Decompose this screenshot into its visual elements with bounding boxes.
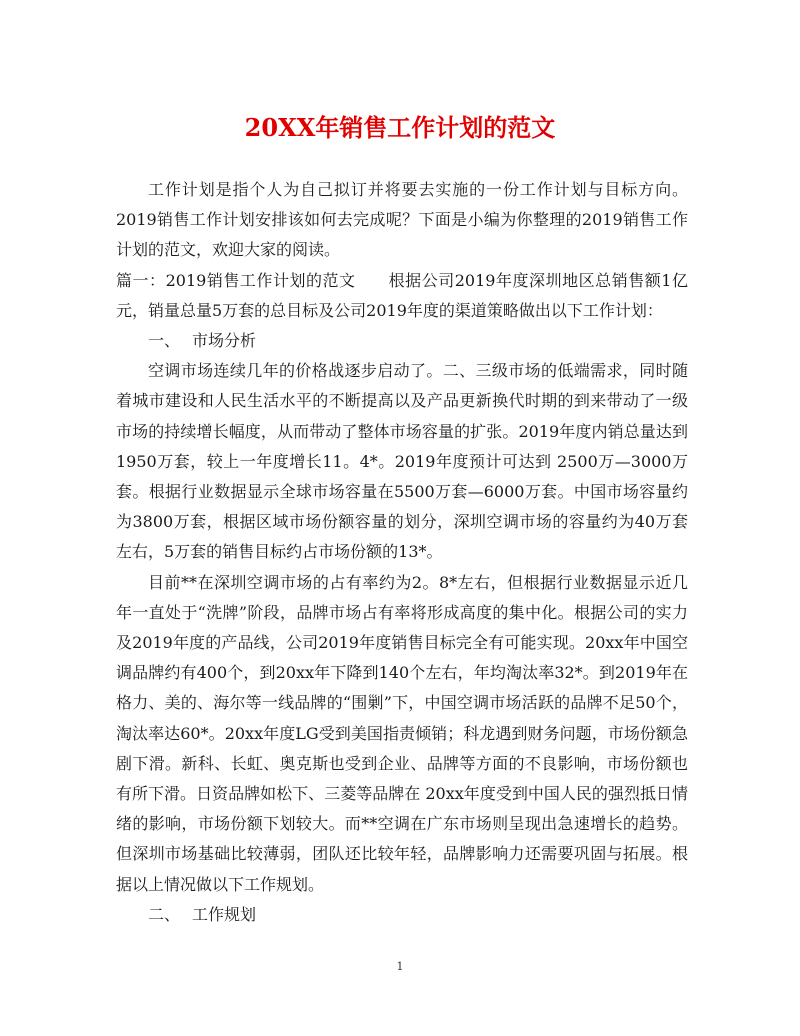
section-heading-market-analysis	[116, 326, 688, 356]
document-title: 20XX年销售工作计划的范文	[244, 113, 556, 142]
article-intro-paragraph: 篇一：2019销售工作计划的范文 根据公司2019年度深圳地区总销售额1亿元，销量总量5万套的总目标及公司2019年度的渠道策略做出以下工作计划：	[116, 270, 688, 320]
page-number: 1	[396, 960, 404, 973]
section-label: 市场分析	[192, 331, 257, 351]
market-paragraph: 空调市场连续几年的价格战逐步启动了。二、三级市场的低端需求，同时随着城市建设和人民生活水平的不断提高以及产品更新换代时期的到来带动了一级市场的持续增长幅度，从而带动了整体市场容量的扩张。2019年度内销总量达到1950万套，较上一年度增长11。4*。2019年度预计可达到 2500万—3000万套。根据行业数据显示全球市场容量在5500万套—6000万套。中国市场容量约为3800万套，根据区域市场份额容量的划分，深圳空调市场的容量约为40万套左右，5万套的销售目标约占市场份额的13*。	[116, 361, 688, 562]
intro-paragraph: 工作计划是指个人为自己拟订并将要去实施的一份工作计划与目标方向。2019销售工作计划安排该如何去完成呢？下面是小编为你整理的2019销售工作计划的范文，欢迎大家的阅读。	[116, 180, 688, 260]
brand-paragraph: 目前**在深圳空调市场的占有率约为2。8*左右，但根据行业数据显示近几年一直处于“洗牌”阶段，品牌市场占有率将形成高度的集中化。根据公司的实力及2019年度的产品线，公司2019年度销售目标完全有可能实现。20xx年中国空调品牌约有400个，到20xx年下降到140个左右，年均淘汰率32*。到2019年在格力、美的、海尔等一线品牌的“围剿”下，中国空调市场活跃的品牌不足50个，淘汰率达60*。20xx年度LG受到美国指责倾销；科龙遇到财务问题，市场份额急剧下滑。新科、长虹、奥克斯也受到企业、品牌等方面的不良影响，市场份额也有所下滑。日资品牌如松下、三菱等品牌在 20xx年度受到中国人民的强烈抵日情绪的影响，市场份额下划较大。而**空调在广东市场则呈现出急速增长的趋势。但深圳市场基础比较薄弱，团队还比较年轻，品牌影响力还需要巩固与拓展。根据以上情况做以下工作规划。	[116, 572, 688, 894]
section-heading-work-plan	[116, 900, 688, 930]
document-body	[116, 175, 688, 930]
section-number: 一、	[148, 331, 181, 351]
section-label: 工作规划	[192, 904, 257, 924]
section-number: 二、	[148, 904, 181, 924]
